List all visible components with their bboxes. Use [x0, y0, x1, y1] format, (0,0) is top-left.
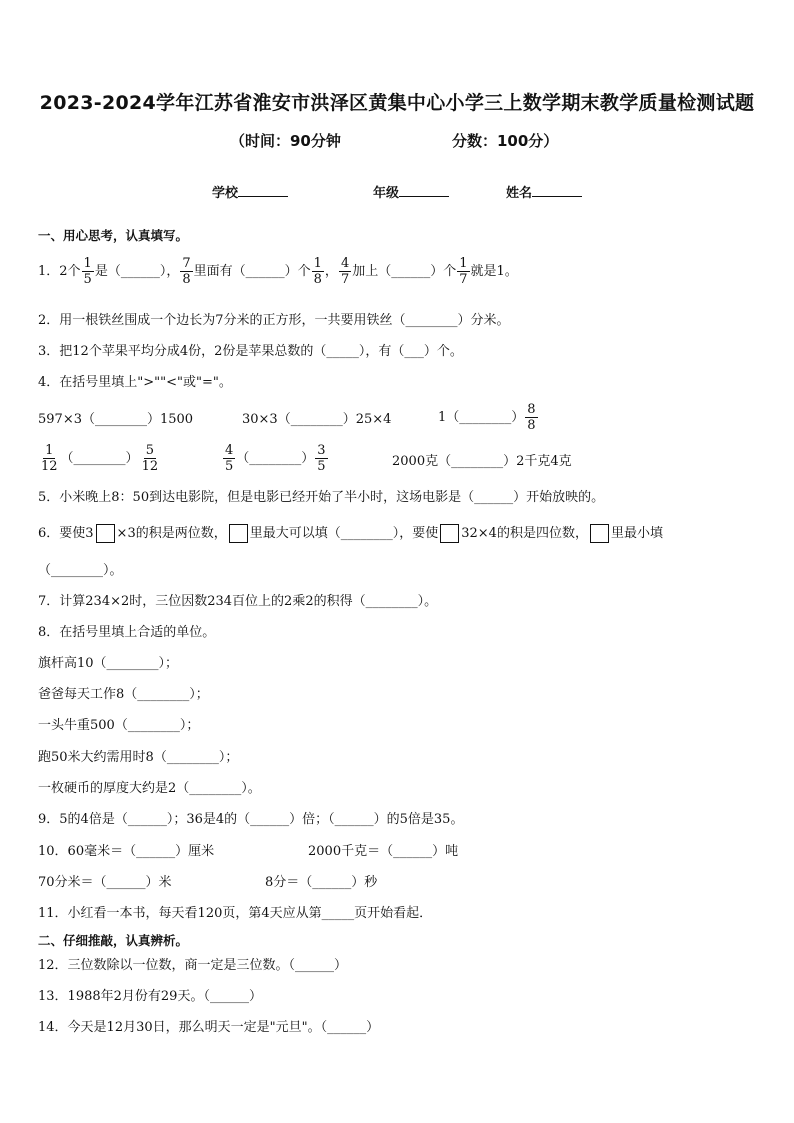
numerator: 4	[225, 443, 234, 458]
numerator: 8	[527, 402, 536, 417]
q6-text-d: 32×4的积是四位数，	[461, 525, 588, 541]
q10-part-c: 70分米＝（______）米	[38, 875, 172, 890]
name-label: 姓名	[506, 186, 533, 201]
fraction-1-5	[82, 256, 94, 287]
question-4-title: 4．在括号里填上">""<"或"="。	[38, 375, 232, 390]
q6-text-b: ×3的积是两位数，	[116, 525, 227, 541]
q10-part-b: 2000千克＝（______）吨	[308, 844, 459, 859]
question-6-answer: （________）。	[38, 563, 123, 578]
q10-part-d: 8分＝（______）秒	[265, 875, 378, 890]
fraction-4-5	[223, 443, 235, 474]
q4-compare-5	[222, 443, 329, 474]
q8-item: 一枚硬币的厚度大约是2（________）。	[38, 781, 261, 796]
numerator: 1	[313, 256, 322, 271]
denominator: 12	[41, 459, 58, 474]
school-field[interactable]	[212, 182, 288, 201]
q6-text-e: 里最小填	[610, 525, 663, 541]
q8-item: 旗杆高10（________）；	[38, 656, 179, 671]
denominator: 5	[83, 272, 92, 287]
q1-text-b: 是（______），	[94, 263, 180, 279]
q1-text-d: 加上（______）个	[352, 263, 457, 279]
numerator: 5	[145, 443, 154, 458]
question-3: 3．把12个苹果平均分成4份，2份是苹果总数的（_____），有（___）个。	[38, 344, 463, 359]
section-2-heading: 二、仔细推敲，认真辨析。	[38, 933, 189, 948]
denominator: 8	[182, 272, 191, 287]
fraction-5-12	[140, 443, 161, 474]
fraction-8-8	[525, 402, 537, 433]
numerator: 1	[45, 443, 54, 458]
school-label: 学校	[212, 186, 239, 201]
denominator: 8	[313, 272, 322, 287]
q4-compare-3-text: 1（________）	[438, 409, 525, 425]
name-field[interactable]	[506, 182, 582, 201]
fraction-3-5	[315, 443, 327, 474]
q8-item: 跑50米大约需用时8（________）；	[38, 750, 239, 765]
blank-box[interactable]	[590, 524, 609, 543]
exam-time: （时间：90分钟	[230, 132, 341, 150]
fraction-1-7	[457, 256, 469, 287]
denominator: 12	[141, 459, 159, 474]
q4-compare-4	[38, 443, 161, 474]
question-6	[38, 524, 663, 543]
q6-text-c: 里最大可以填（________），要使	[249, 525, 439, 541]
q1-text-a: 1．2个	[38, 263, 81, 279]
question-7: 7．计算234×2时，三位因数234百位上的2乘2的积得（________）。	[38, 594, 438, 609]
school-blank[interactable]	[238, 184, 288, 197]
blank-box[interactable]	[229, 524, 248, 543]
q6-text-a: 6．要使3	[38, 525, 94, 541]
question-12: 12．三位数除以一位数，商一定是三位数。（______）	[38, 958, 348, 973]
grade-blank[interactable]	[399, 184, 449, 197]
numerator: 1	[83, 256, 92, 271]
q10-part-a: 10．60毫米＝（______）厘米	[38, 844, 215, 859]
q1-separator: ，	[324, 263, 338, 279]
denominator: 7	[340, 272, 350, 287]
exam-score: 分数：100分）	[452, 132, 559, 150]
denominator: 5	[317, 459, 326, 474]
blank-box[interactable]	[440, 524, 459, 543]
q1-text-c: 里面有（______）个	[193, 263, 311, 279]
name-blank[interactable]	[532, 184, 582, 197]
fraction-7-8	[180, 256, 192, 287]
denominator: 7	[459, 272, 468, 287]
question-2: 2．用一根铁丝围成一个边长为7分米的正方形，一共要用铁丝（________）分米。	[38, 313, 510, 328]
q4-compare-3	[438, 402, 539, 433]
q4-compare-2: 30×3（________）25×4	[242, 412, 392, 427]
q4-compare-6: 2000克（________）2千克4克	[392, 454, 572, 469]
q8-item: 爸爸每天工作8（________）；	[38, 687, 209, 702]
q4-compare-1: 597×3（________）1500	[38, 412, 194, 427]
question-1	[38, 256, 518, 287]
q4-compare-4-blank: （________）	[60, 450, 139, 466]
q1-text-e: 就是1。	[470, 263, 518, 279]
denominator: 5	[225, 459, 234, 474]
grade-label: 年级	[373, 186, 400, 201]
fraction-1-12	[39, 443, 60, 474]
numerator: 7	[182, 256, 191, 271]
denominator: 8	[527, 418, 536, 433]
numerator: 4	[340, 256, 350, 271]
q4-compare-5-blank: （________）	[236, 450, 315, 466]
fraction-1-8	[312, 256, 324, 287]
question-14: 14．今天是12月30日，那么明天一定是"元旦"。（______）	[38, 1020, 380, 1035]
blank-box[interactable]	[96, 524, 115, 543]
numerator: 1	[459, 256, 468, 271]
question-5: 5．小米晚上8：50到达电影院，但是电影已经开始了半小时，这场电影是（______）开始放映的。	[38, 490, 605, 505]
question-11: 11．小红看一本书，每天看120页，第4天应从第_____页开始看起．	[38, 906, 433, 921]
fraction-4-7	[339, 256, 351, 287]
grade-field[interactable]	[373, 182, 449, 201]
question-13: 13．1988年2月份有29天。（______）	[38, 989, 262, 1004]
page-title: 2023-2024学年江苏省淮安市洪泽区黄集中心小学三上数学期末教学质量检测试题	[39, 92, 755, 114]
section-1-heading: 一、用心思考，认真填写。	[38, 228, 189, 243]
question-9: 9．5的4倍是（______）；36是4的（______）倍；（______）的5倍是35。	[38, 812, 464, 827]
q8-item: 一头牛重500（________）；	[38, 718, 200, 733]
numerator: 3	[317, 443, 326, 458]
question-8-title: 8．在括号里填上合适的单位。	[38, 625, 216, 640]
